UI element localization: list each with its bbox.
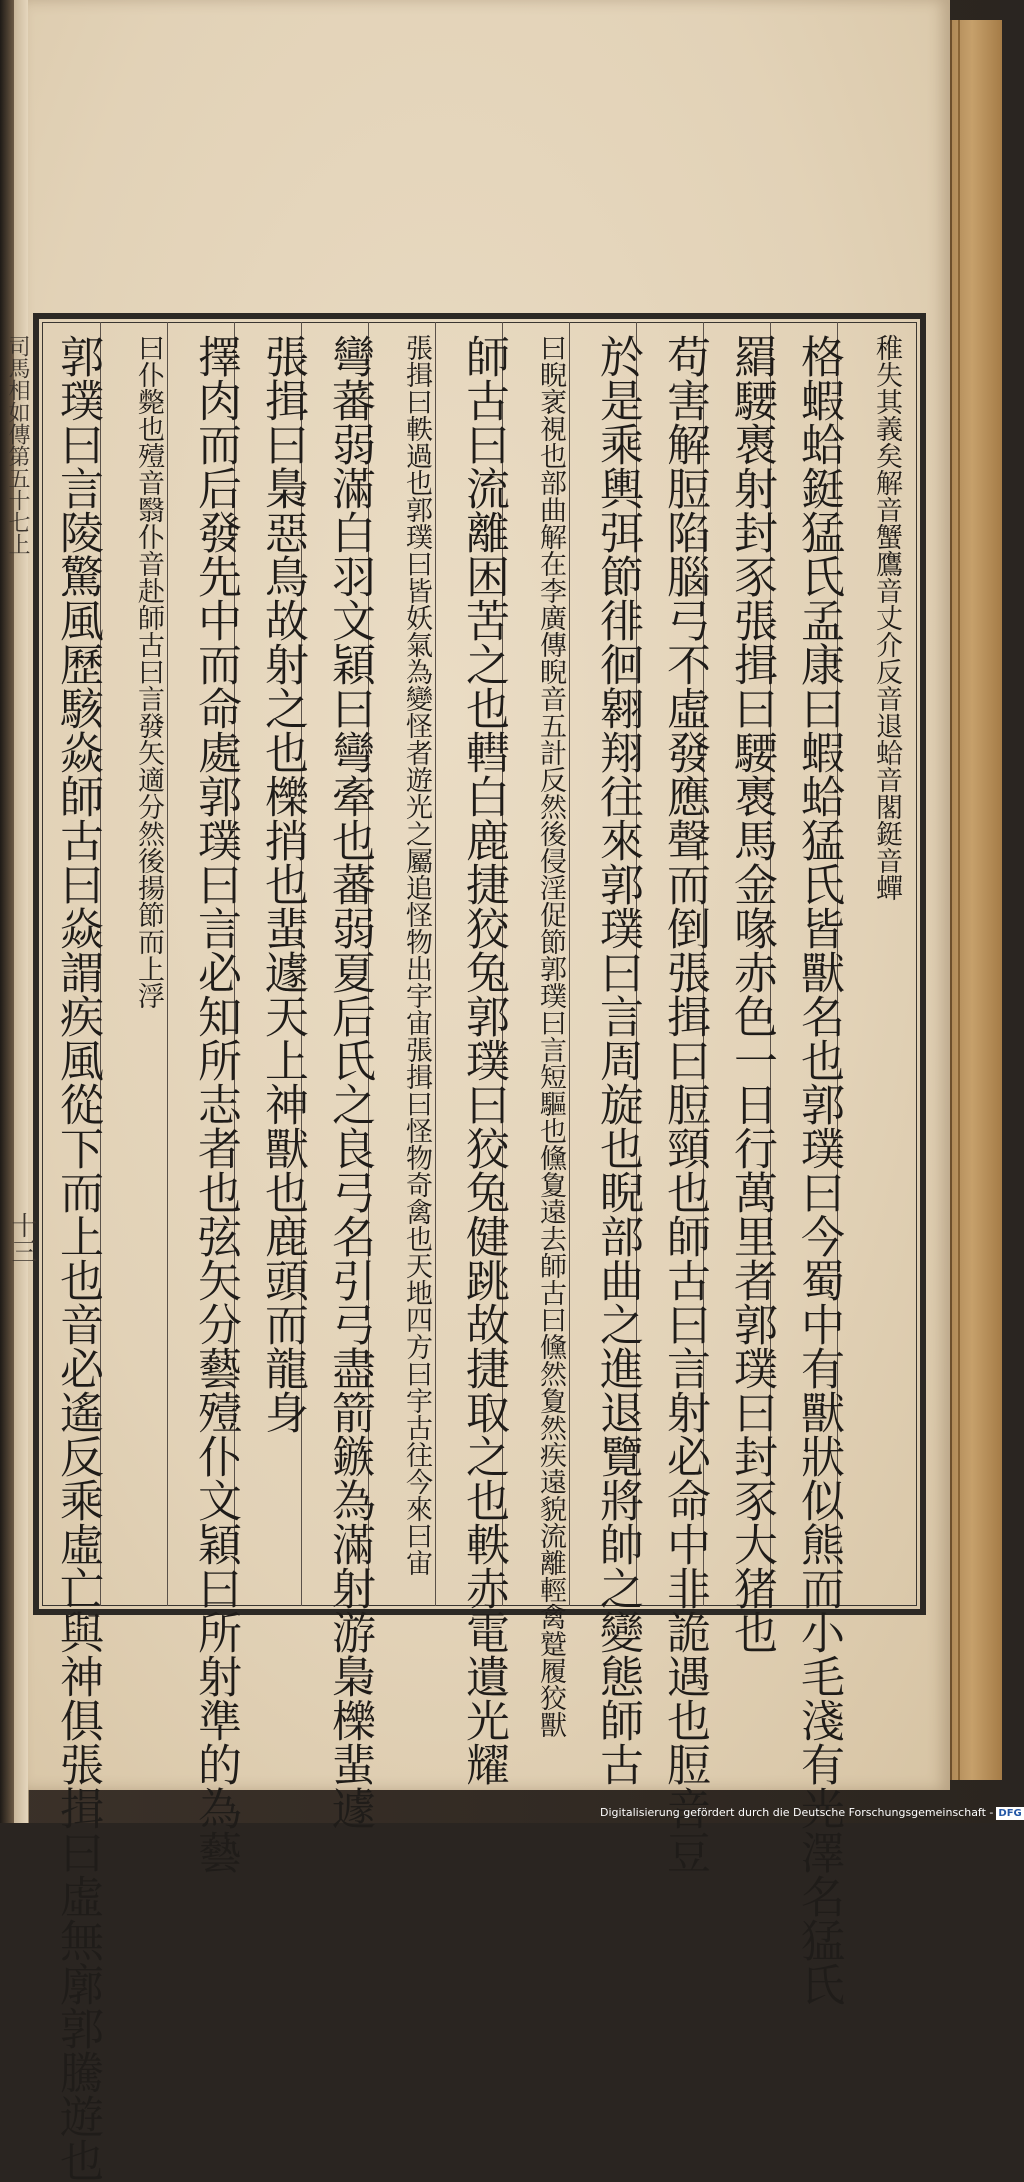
margin-folio-number: 十三 <box>7 1212 37 1264</box>
text-column: 羂騕褭射封豕張揖曰騕褭馬金喙赤色一日行萬里者郭璞曰封豕大猪也 <box>726 334 777 1654</box>
dfg-logo: DFG <box>998 1808 1022 1819</box>
text-column: 張揖曰梟惡鳥故射之也櫟捎也蜚遽天上神獸也鹿頭而龍身 <box>257 334 308 1434</box>
text-column: 張揖曰軼過也郭璞曰皆妖氣為變怪者遊光之屬追怪物出宇宙張揖曰怪物奇禽也天地四方曰宇古往今來曰宙 <box>401 334 432 1576</box>
digitization-credit <box>600 1805 1024 1821</box>
text-column: 苟害解脰陷腦弓不虛發應聲而倒張揖曰脰頸也師古曰言射必命中非詭遇也脰音豆 <box>659 334 710 1874</box>
text-column: 稚失其義矣解音蟹鷹音丈介反音退蛤音閣鋌音蟬 <box>871 334 902 901</box>
text-column: 師古曰流離困苦之也轊白鹿捷狡兔郭璞曰狡兔健跳故捷取之也軼赤電遺光耀 <box>458 334 509 1786</box>
text-column: 曰仆斃也殪音翳仆音赴師古曰言發矢適分然後揚節而上浮 <box>133 334 164 1009</box>
text-column: 郭璞曰言陵驚風歷駭焱師古曰焱謂疾風從下而上也音必遙反乘虛亡與神俱張揖曰虛無廓郭騰遊也 <box>52 334 103 2182</box>
text-column: 曰睨衺視也部曲解在李廣傳睨音五計反然後侵淫促節郭璞曰言短驅也儵夐遠去師古曰儵然夐然疾遠貌流離輕禽蹵履狡獸 <box>535 334 566 1738</box>
text-column: 於是乘輿弭節徘徊翱翔往來郭璞曰言周旋也睨部曲之進退覽將帥之變態師古 <box>592 334 643 1786</box>
text-column: 彎蕃弱滿白羽文穎曰彎牽也蕃弱夏后氏之良弓名引弓盡箭鏃為滿射游梟櫟蜚遽 <box>324 334 375 1830</box>
credit-text: Digitalisierung gefördert durch die Deutsche Forschungsgemeinschaft - <box>600 1806 994 1819</box>
text-column: 格蝦蛤鋌猛氏孟康曰蝦蛤猛氏皆獸名也郭璞曰今蜀中有獸狀似熊而小毛淺有光澤名猛氏 <box>793 334 844 2006</box>
text-column: 擇肉而后發先中而命處郭璞曰言必知所志者也弦矢分藝殪仆文穎曰所射準的為藝 <box>190 334 241 1874</box>
page-stack-edge <box>950 20 1002 1780</box>
margin-chapter-title: 司馬相如傳第五十七上 <box>5 335 30 555</box>
